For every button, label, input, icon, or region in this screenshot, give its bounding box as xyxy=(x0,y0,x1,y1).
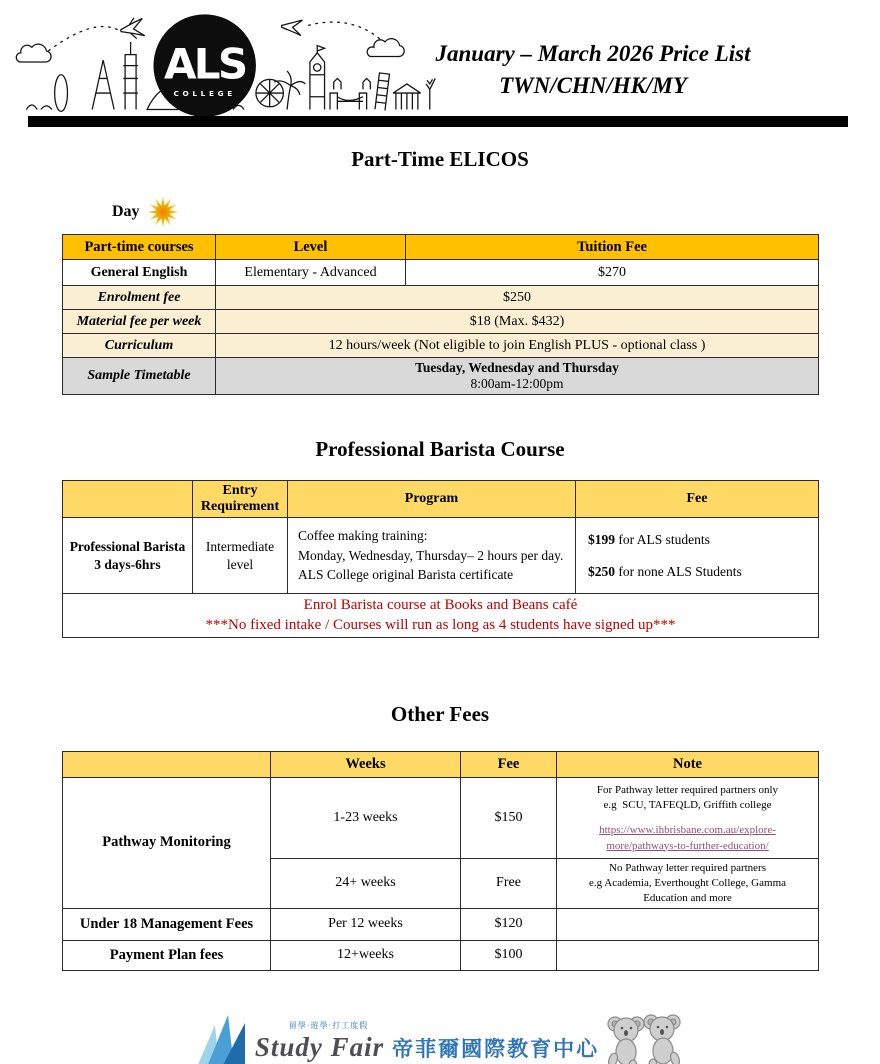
note-line2: e.g SCU, TAFEQLD, Griffith college xyxy=(603,798,772,811)
fee-value: $150 xyxy=(461,778,557,859)
weeks-value: Per 12 weeks xyxy=(271,908,461,940)
timetable-days: Tuesday, Wednesday and Thursday xyxy=(415,360,619,375)
course-fee: $270 xyxy=(406,260,819,286)
row-label: Sample Timetable xyxy=(63,358,216,395)
brand-name-english: Study Fair xyxy=(254,1032,385,1063)
barista-entry-requirement xyxy=(193,518,288,594)
course-level: Elementary - Advanced xyxy=(216,260,406,286)
entry-header-line2: Requirement xyxy=(200,499,280,515)
brand-tagline: 留學·遊學·打工度假 xyxy=(288,1021,369,1031)
barista-header-row xyxy=(63,481,819,518)
material-fee-row xyxy=(63,310,819,334)
note-line2: e.g Academia, Everthought College, Gamma xyxy=(588,877,787,890)
entry-line2: level xyxy=(226,556,254,572)
payment-plan-row xyxy=(63,940,819,970)
barista-note-line1: Enrol Barista course at Books and Beans café xyxy=(303,597,578,614)
entry-line1: Intermediate xyxy=(205,539,275,555)
other-fees-table xyxy=(62,751,819,971)
koalas-icon xyxy=(603,1010,685,1064)
program-line2: Monday, Wednesday, Thursday– 2 hours per day. xyxy=(298,547,564,563)
fee-text: for ALS students xyxy=(615,531,710,547)
barista-course-name xyxy=(63,518,193,594)
other-col-note: Note xyxy=(557,752,819,778)
elicos-col-courses: Part-time courses xyxy=(63,235,216,260)
barista-note-line2: ***No fixed intake / Courses will run as long as 4 students have signed up*** xyxy=(205,616,676,633)
footer-brand xyxy=(0,1007,880,1064)
weeks-value: 12+weeks xyxy=(271,940,461,970)
note-line1: For Pathway letter required partners only xyxy=(596,783,779,796)
title-line-1: January – March 2026 Price List xyxy=(435,41,751,66)
under-18-row xyxy=(63,908,819,940)
row-value: 12 hours/week (Not eligible to join English PLUS - optional class ) xyxy=(216,334,819,358)
pathway-monitoring-row-1 xyxy=(63,778,819,859)
city-skyline-doodle-icon xyxy=(8,4,438,119)
barista-col-blank xyxy=(63,481,193,518)
other-fees-heading: Other Fees xyxy=(390,702,490,727)
weeks-value: 24+ weeks xyxy=(271,859,461,909)
other-fees-header-row xyxy=(63,752,819,778)
fee-non-als-students xyxy=(588,564,812,580)
row-value: $18 (Max. $432) xyxy=(216,310,819,334)
row-label: Enrolment fee xyxy=(63,286,216,310)
fee-als-students xyxy=(588,532,812,548)
note-cell xyxy=(557,859,819,909)
link-line2: more/pathways-to-further-education/ xyxy=(606,839,769,852)
timetable-value xyxy=(216,358,819,395)
fee-amount: $250 xyxy=(588,563,615,579)
curriculum-row xyxy=(63,334,819,358)
sample-timetable-row xyxy=(63,358,819,395)
study-fair-sails-icon xyxy=(195,1013,251,1064)
barista-note-cell xyxy=(63,594,819,638)
pathway-link-wrap xyxy=(563,822,812,854)
row-label: Material fee per week xyxy=(63,310,216,334)
row-value: $250 xyxy=(216,286,819,310)
svg-text:ALS: ALS xyxy=(163,39,246,89)
brand-name-chinese: 帝菲爾國際教育中心 xyxy=(392,1037,600,1062)
under-18-label: Under 18 Management Fees xyxy=(63,908,271,940)
pathway-link[interactable] xyxy=(599,824,776,852)
elicos-col-tuition: Tuition Fee xyxy=(406,235,819,260)
program-line3: ALS College original Barista certificate xyxy=(298,567,514,583)
weeks-value: 1-23 weeks xyxy=(271,778,461,859)
other-col-weeks: Weeks xyxy=(271,752,461,778)
barista-col-program: Program xyxy=(288,481,576,518)
barista-program xyxy=(288,518,576,594)
barista-fee xyxy=(576,518,819,594)
enrolment-fee-row xyxy=(63,286,819,310)
entry-header-line1: Entry xyxy=(222,483,258,498)
note-line3: Education and more xyxy=(643,891,732,904)
fee-value: $100 xyxy=(461,940,557,970)
fee-value: Free xyxy=(461,859,557,909)
page-header xyxy=(0,0,880,127)
barista-col-entry xyxy=(193,481,288,518)
note-line1: No Pathway letter required partners xyxy=(609,862,766,875)
barista-table xyxy=(62,480,819,638)
fee-value: $120 xyxy=(461,908,557,940)
course-name: General English xyxy=(63,260,216,286)
barista-course-row xyxy=(63,518,819,594)
day-label-row xyxy=(112,196,880,228)
elicos-heading: Part-Time ELICOS xyxy=(351,147,529,171)
row-label: Curriculum xyxy=(63,334,216,358)
barista-note-row xyxy=(63,594,819,638)
document-title xyxy=(408,38,778,102)
sun-icon xyxy=(146,195,180,229)
note-cell-empty xyxy=(557,940,819,970)
general-english-row xyxy=(63,260,819,286)
note-cell-empty xyxy=(557,908,819,940)
note-cell xyxy=(557,778,819,859)
svg-text:COLLEGE: COLLEGE xyxy=(173,88,236,98)
payment-plan-label: Payment Plan fees xyxy=(63,940,271,970)
brand-text-block xyxy=(255,1020,599,1063)
other-col-blank xyxy=(63,752,271,778)
course-name-line1: Professional Barista xyxy=(69,539,186,555)
elicos-col-level: Level xyxy=(216,235,406,260)
barista-col-fee: Fee xyxy=(576,481,819,518)
fee-spacer xyxy=(588,548,812,564)
pathway-monitoring-label: Pathway Monitoring xyxy=(63,778,271,909)
day-label: Day xyxy=(112,203,140,220)
program-line1: Coffee making training: xyxy=(298,528,428,544)
header-divider-bar xyxy=(28,116,848,127)
elicos-table xyxy=(62,234,819,395)
timetable-hours: 8:00am-12:00pm xyxy=(470,376,564,391)
link-line1: https://www.ihbrisbane.com.au/explore- xyxy=(599,823,776,836)
fee-text: for none ALS Students xyxy=(615,563,742,579)
elicos-header-row xyxy=(63,235,819,260)
other-col-fee: Fee xyxy=(461,752,557,778)
title-line-2: TWN/CHN/HK/MY xyxy=(499,73,687,99)
fee-amount: $199 xyxy=(588,531,615,547)
brand-line xyxy=(255,1032,599,1063)
barista-heading: Professional Barista Course xyxy=(315,437,565,461)
course-name-line2: 3 days-6hrs xyxy=(94,556,161,572)
